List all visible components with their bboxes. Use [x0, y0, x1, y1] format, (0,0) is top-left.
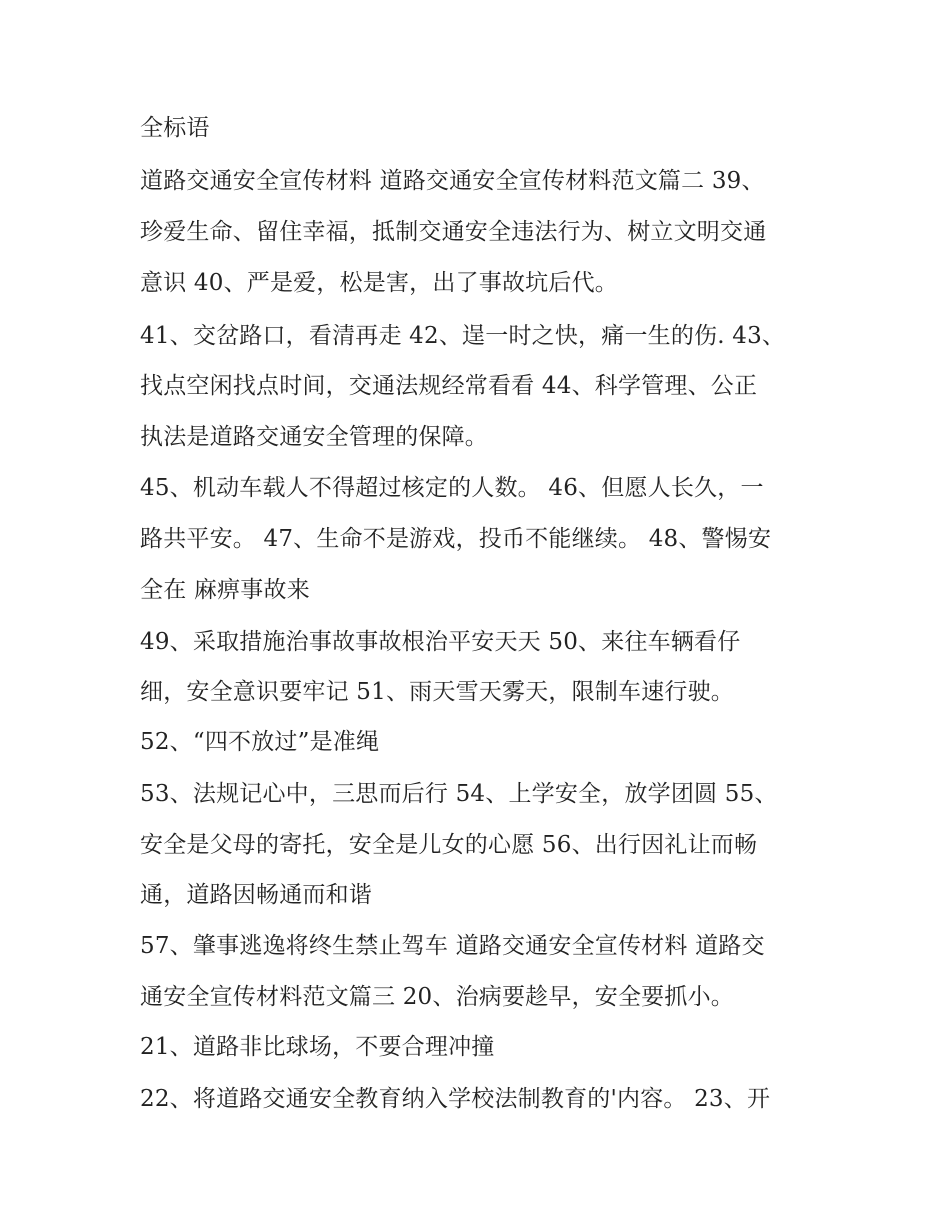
text-line: 意识 40、严是爱，松是害，出了事故坑后代。 [140, 270, 618, 296]
text-line: 53、法规记心中，三思而后行 54、上学安全，放学团圆 55、 [140, 781, 778, 807]
text-line: 道路交通安全宣传材料 道路交通安全宣传材料范文篇二 39、 [140, 168, 765, 194]
text-line: 57、肇事逃逸将终生禁止驾车 道路交通安全宣传材料 道路交 [140, 933, 765, 959]
text-line: 22、将道路交通安全教育纳入学校法制教育的'内容。 23、开 [140, 1086, 771, 1112]
text-line: 41、交岔路口，看清再走 42、逞一时之快，痛一生的伤. 43、 [140, 323, 786, 349]
text-line: 全标语 [140, 115, 210, 141]
text-line: 找点空闲找点时间，交通法规经常看看 44、科学管理、公正 [140, 373, 758, 399]
text-line: 路共平安。 47、生命不是游戏，投币不能继续。 48、警惕安 [140, 526, 772, 552]
text-line: 珍爱生命、留住幸福，抵制交通安全违法行为、树立文明交通 [140, 219, 767, 245]
text-line: 21、道路非比球场，不要合理冲撞 [140, 1034, 495, 1060]
text-line: 通，道路因畅通而和谐 [140, 882, 372, 908]
text-line: 49、采取措施治事故事故根治平安天天 50、来往车辆看仔 [140, 629, 741, 655]
text-line: 通安全宣传材料范文篇三 20、治病要趁早，安全要抓小。 [140, 984, 734, 1010]
text-line: 细，安全意识要牢记 51、雨天雪天雾天，限制车速行驶。 [140, 679, 734, 705]
text-line: 45、机动车载人不得超过核定的人数。 46、但愿人长久，一 [140, 475, 764, 501]
text-line: 执法是道路交通安全管理的保障。 [140, 424, 488, 450]
text-line: 52、“四不放过”是准绳 [140, 729, 380, 755]
text-line: 安全是父母的寄托，安全是儿女的心愿 56、出行因礼让而畅 [140, 832, 758, 858]
text-line: 全在 麻痹事故来 [140, 577, 310, 603]
